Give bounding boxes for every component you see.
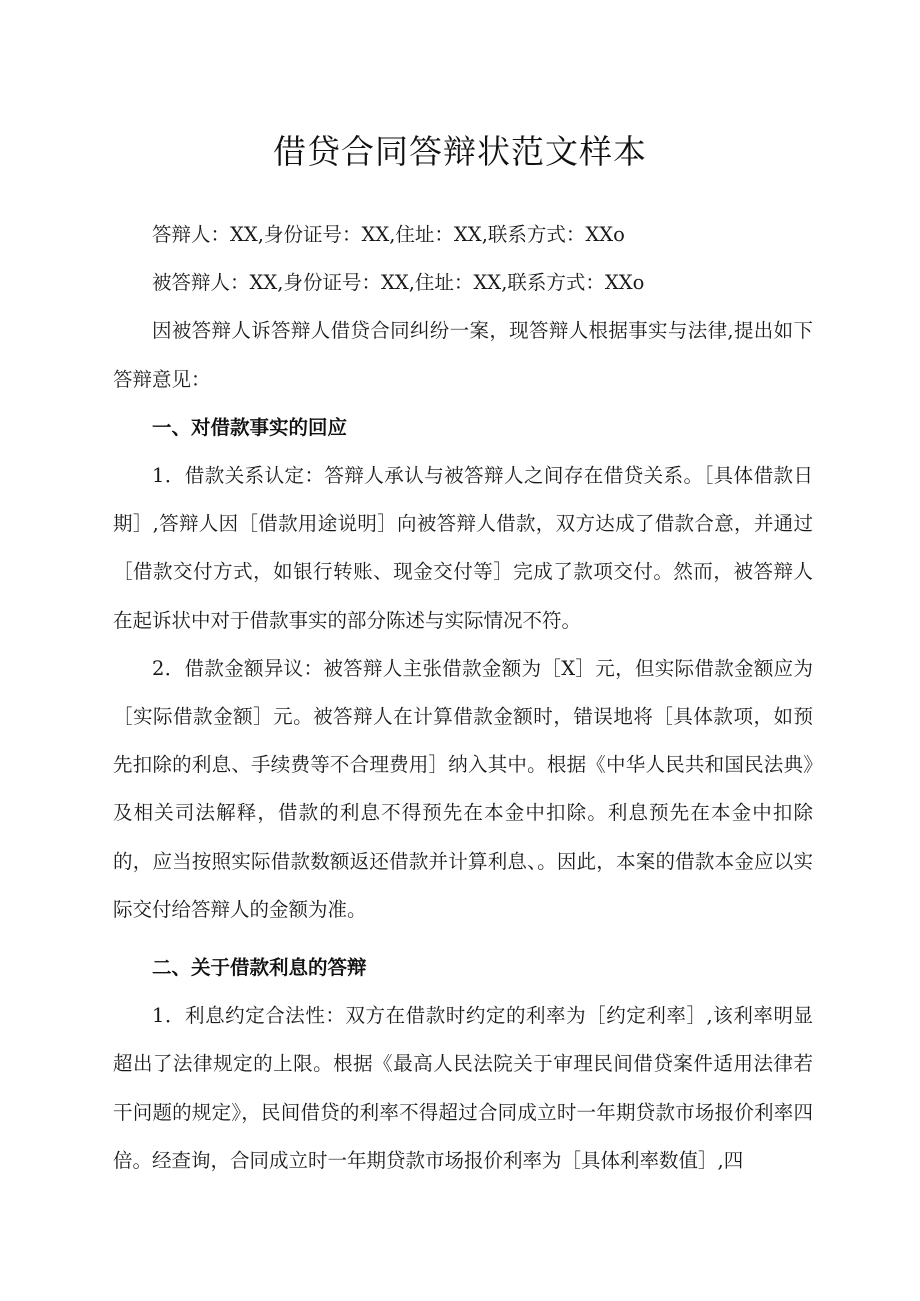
plaintiff-info: 被答辩人：XX,身份证号：XX,住址：XX,联系方式：XXo: [152, 271, 645, 295]
section-spacer: [113, 934, 813, 944]
section-heading-1: 一、对借款事实的回应: [152, 415, 348, 439]
intro-paragraph: 因被答辩人诉答辩人借贷合同纠纷一案，现答辩人根据事实与法律,提出如下答辩意见：: [113, 319, 813, 391]
section1-item-2: 2．借款金额异议：被答辩人主张借款金额为［X］元，但实际借款金额应为［实际借款金额］元。被答辩人在计算借款金额时，错误地将［具体款项，如预先扣除的利息、手续费等不合理费用］纳入其中。根据《中华人民共和国民法典》及相关司法解释，借款的利息不得预先在本金中扣除。利息预先在本金中扣除的，应当按照实际借款数额返还借款并计算利息、。因此，本案的借款本金应以实际交付给答辩人的金额为准。: [113, 656, 813, 921]
section-heading-2: 二、关于借款利息的答辩: [152, 956, 367, 980]
section1-item-1: 1．借款关系认定：答辩人承认与被答辩人之间存在借贷关系。［具体借款日期］,答辩人因［借款用途说明］向被答辩人借款，双方达成了借款合意，并通过［借款交付方式，如银行转账、现金交付等］完成了款项交付。然而，被答辩人在起诉状中对于借款事实的部分陈述与实际情况不符。: [113, 464, 813, 632]
section2-item-1: 1．利息约定合法性：双方在借款时约定的利率为［约定利率］,该利率明显超出了法律规定的上限。根据《最高人民法院关于审理民间借贷案件适用法律若干问题的规定》，民间借贷的利率不得超过合同成立时一年期贷款市场报价利率四倍。经查询，合同成立时一年期贷款市场报价利率为［具体利率数值］,四: [113, 1004, 813, 1172]
document-title: 借贷合同答辩状范文样本: [273, 132, 647, 171]
respondent-info: 答辩人：XX,身份证号：XX,住址：XX,联系方式：XXo: [152, 223, 625, 246]
document-body: [113, 211, 813, 1185]
